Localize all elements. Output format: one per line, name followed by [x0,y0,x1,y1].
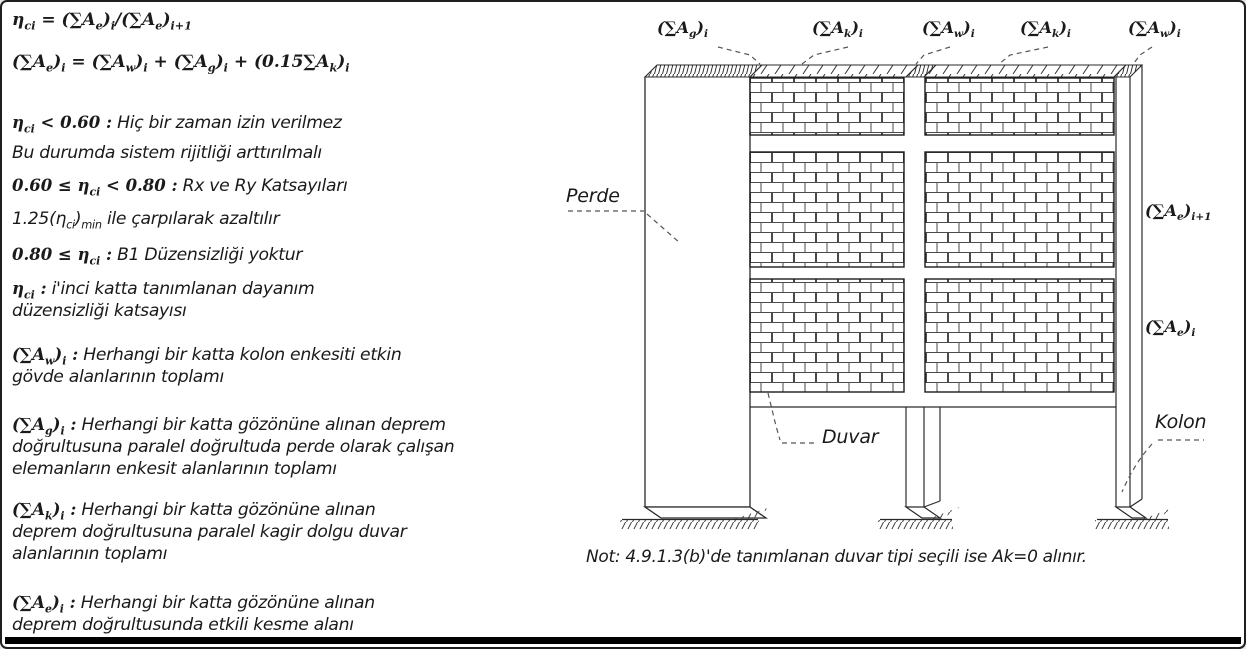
label-perde: Perde [566,185,620,207]
masonry-panel [925,152,1114,267]
rule-desc: B1 Düzensizliği yoktur [117,245,303,265]
roof-cap-masonry-1 [750,65,918,77]
rule-term: $0.60 \le \eta_{ci} < 0.80$ : [12,176,178,199]
label-sum-ak-2: $(\sum A_k)_i$ [1020,18,1071,41]
formula-text: $\eta_{ci} = (\sum A_e)_i/(\sum A_e)_{i+1}$ [12,10,192,33]
leader-ag [718,47,760,64]
label-kolon: Kolon [1155,411,1207,433]
masonry-panels [750,78,1114,392]
definition-desc: Herhangi bir katta gözönüne alınan deprem doğrultusuna paralel doğrultuda perde olarak çalışan elemanların enkesit alanlarının toplamı [12,415,455,479]
column-middle-footing [906,507,940,518]
rule-term: $\eta_{ci} < 0.60$ : [12,113,113,136]
shear-wall [645,77,766,518]
label-sum-ak-1: $(\sum A_k)_i$ [812,18,863,41]
label-duvar: Duvar [822,426,879,448]
roof-cap-masonry-2 [924,65,1126,77]
label-sum-aw-2: $(\sum A_w)_i$ [1128,18,1181,41]
definition-term: $(\sum A_g)_i$ : [12,415,77,438]
definition-term: $\eta_{ci}$ : [12,279,47,302]
roof-cap-shear-wall [645,65,762,77]
label-sum-ae-upper: $(\sum A_e)_{i+1}$ [1145,201,1212,224]
leader-kolon [1122,444,1152,492]
column-right [1116,65,1146,518]
formula-text: $(\sum A_e)_i = (\sum A_w)_i + (\sum A_g)_i + (0.15\sum A_k)_i$ [12,52,350,75]
rule-1-extra: Bu durumda sistem rijitliği arttırılmalı [12,143,322,163]
definition-desc: Herhangi bir katta gözönüne alınan deprem doğrultusuna paralel kagir dolgu duvar alanlarının toplamı [12,500,407,564]
definition-term: $(\sum A_e)_i$ : [12,593,76,616]
bottom-border-bar [5,637,1241,644]
leader-ak-1 [802,47,848,64]
masonry-panel [925,78,1114,135]
leader-aw-2 [1134,47,1152,63]
label-sum-aw-1: $(\sum A_w)_i$ [922,18,975,41]
leader-duvar-vertical [768,393,780,440]
definition-term: $(\sum A_k)_i$ : [12,500,77,523]
roof-slab [645,65,1142,77]
rule-desc: Rx ve Ry Katsayıları [182,176,348,196]
leader-ak-2 [999,47,1048,64]
definition-desc: Herhangi bir katta gözönüne alınan deprem doğrultusunda etkili kesme alanı [12,593,375,635]
masonry-panel [925,279,1114,392]
rule-desc: Hiç bir zaman izin verilmez [117,113,342,133]
definition-desc: Herhangi bir katta kolon enkesiti etkin gövde alanlarının toplamı [12,345,402,387]
label-sum-ae-lower: $(\sum A_e)_i$ [1145,317,1196,340]
masonry-panel [750,279,904,392]
definition-term: $(\sum A_w)_i$ : [12,345,79,368]
rule-term: $0.80 \le \eta_{ci}$ : [12,245,113,268]
label-sum-ag: $(\sum A_g)_i$ [657,18,708,41]
rule-2-extra: $1.25(\eta_{ci})_{min}$ ile çarpılarak azaltılır [12,209,280,232]
column-right-footing [1116,507,1146,518]
diagram-note: Not: 4.9.1.3(b)'de tanımlanan duvar tipi seçili ise Ak=0 alınır. [586,547,1087,567]
definition-desc: i'inci katta tanımlanan dayanım düzensizliği katsayısı [12,279,315,321]
leader-aw-1 [916,47,950,64]
leader-perde [647,214,680,243]
column-middle [906,407,940,518]
masonry-panel [750,78,904,135]
masonry-panel [750,152,904,267]
